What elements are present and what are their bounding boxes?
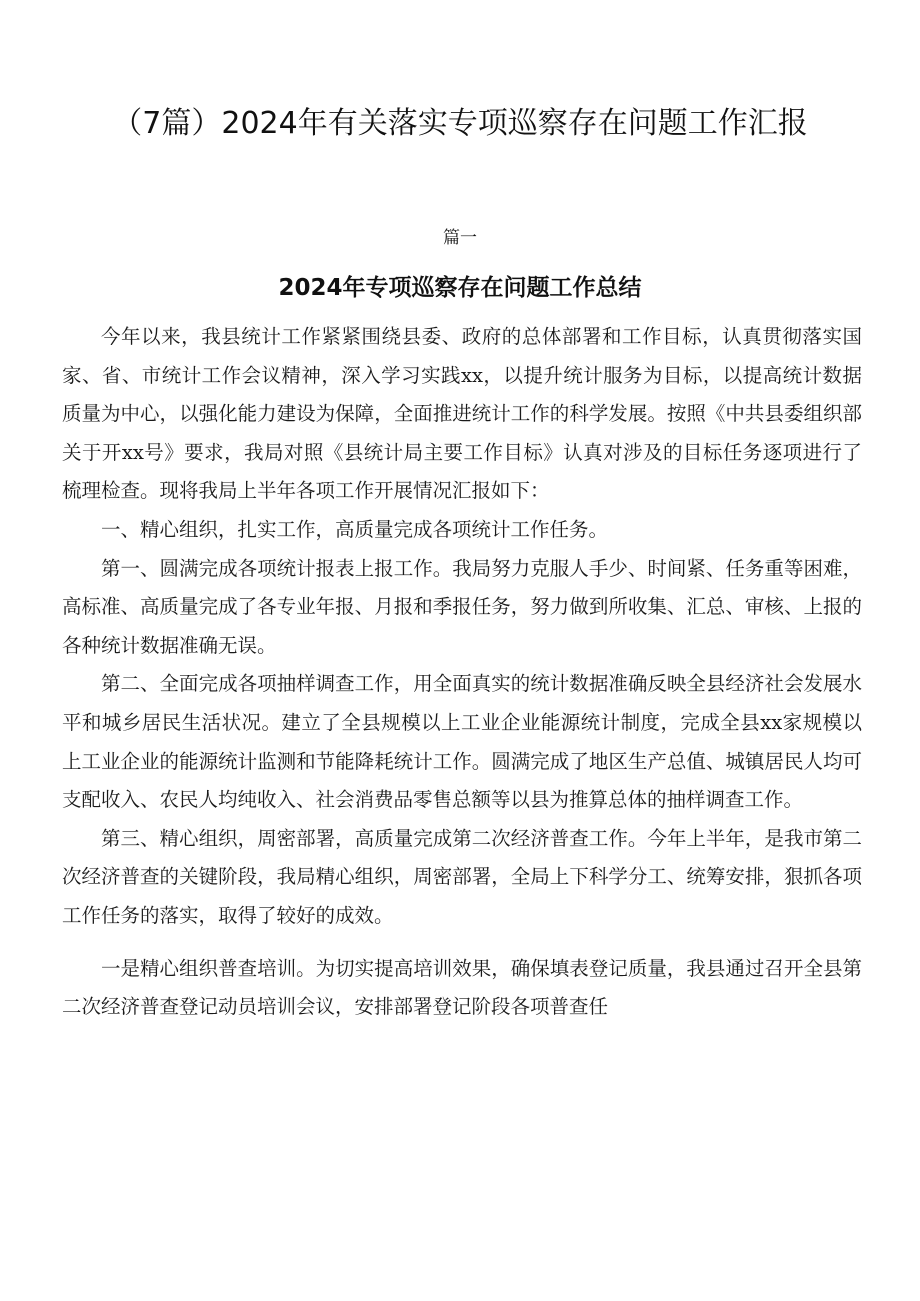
chapter-title: 2024年专项巡察存在问题工作总结 [278, 275, 642, 301]
chapter-label: 篇一 [443, 228, 477, 248]
document-title: （7篇）2024年有关落实专项巡察存在问题工作汇报 [112, 106, 808, 141]
paragraph: 第三、精心组织，周密部署，高质量完成第二次经济普查工作。今年上半年，是我市第二次经济普查的关键阶段，我局精心组织，周密部署，全局上下科学分工、统筹安排，狠抓各项工作任务的落实，取得了较好的成效。 [62, 826, 862, 927]
paragraph: 一是精心组织普查培训。为切实提高培训效果，确保填表登记质量，我县通过召开全县第二次经济普查登记动员培训会议，安排部署登记阶段各项普查任 [62, 956, 862, 1019]
document-body [62, 318, 862, 1027]
paragraph: 一、精心组织，扎实工作，高质量完成各项统计工作任务。 [101, 517, 609, 541]
paragraph: 第二、全面完成各项抽样调查工作，用全面真实的统计数据准确反映全县经济社会发展水平和城乡居民生活状况。建立了全县规模以上工业企业能源统计制度，完成全县xx家规模以上工业企业的能源统计监测和节能降耗统计工作。圆满完成了地区生产总值、城镇居民人均可支配收入、农民人均纯收入、社会消费品零售总额等以县为推算总体的抽样调查工作。 [62, 672, 862, 812]
paragraph: 今年以来，我县统计工作紧紧围绕县委、政府的总体部署和工作目标，认真贯彻落实国家、省、市统计工作会议精神，深入学习实践xx，以提升统计服务为目标，以提高统计数据质量为中心，以强化能力建设为保障，全面推进统计工作的科学发展。按照《中共县委组织部关于开xx号》要求，我局对照《县统计局主要工作目标》认真对涉及的目标任务逐项进行了梳理检查。现将我局上半年各项工作开展情况汇报如下： [62, 325, 862, 503]
paragraph: 第一、圆满完成各项统计报表上报工作。我局努力克服人手少、时间紧、任务重等困难，高标准、高质量完成了各专业年报、月报和季报任务，努力做到所收集、汇总、审核、上报的各种统计数据准确无误。 [62, 556, 862, 657]
